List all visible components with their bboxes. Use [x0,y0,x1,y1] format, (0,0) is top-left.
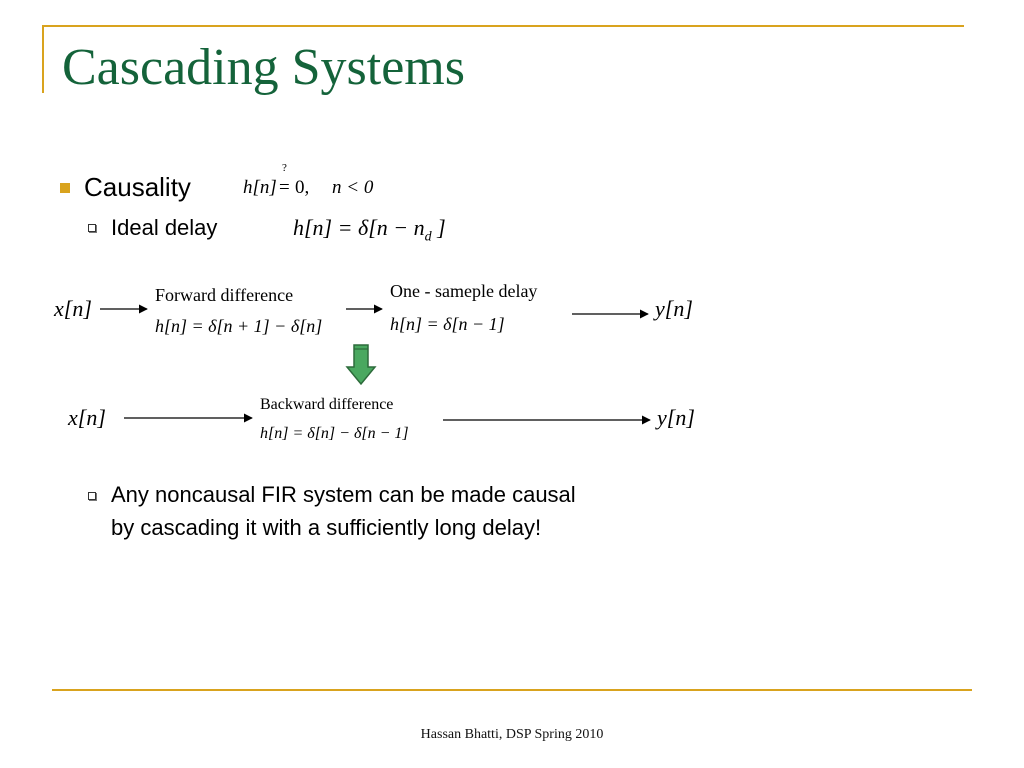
backward-difference-title: Backward difference [260,396,394,413]
backward-difference-equation: h[n] = δ[n] − δ[n − 1] [260,425,409,442]
bottom-output-label: y[n] [657,405,695,430]
slide-title: Cascading Systems [62,39,465,96]
one-sample-delay-equation: h[n] = δ[n − 1] [390,314,505,334]
footer-rule [52,689,972,691]
ideal-delay-formula-close: ] [431,215,446,240]
ideal-delay-formula-main: h[n] = δ[n − n [293,215,425,240]
top-input-label: x[n] [54,296,92,321]
noncausal-line-1: Any noncausal FIR system can be made causal [111,482,576,507]
sub-bullet-icon [88,492,96,500]
ideal-delay-formula-subscript: d [424,229,432,245]
noncausal-line-2: by cascading it with a sufficiently long delay! [111,515,542,540]
bottom-input-label: x[n] [68,405,106,430]
causality-formula-rhs: 0, [295,177,310,198]
ideal-delay-label: Ideal delay [111,215,218,240]
top-output-label: y[n] [655,296,693,321]
causality-formula-lhs: h[n] [243,177,277,198]
causality-formula-condition: n < 0 [332,177,374,198]
causality-formula-question: ? [282,162,287,174]
causality-formula-equals: = [279,177,290,198]
one-sample-delay-title: One - sameple delay [390,281,538,301]
equivalence-down-arrow-icon [347,345,375,384]
forward-difference-equation: h[n] = δ[n + 1] − δ[n] [155,316,323,336]
forward-difference-title: Forward difference [155,285,294,305]
causality-label: Causality [84,172,191,202]
footer-text: Hassan Bhatti, DSP Spring 2010 [420,727,604,742]
